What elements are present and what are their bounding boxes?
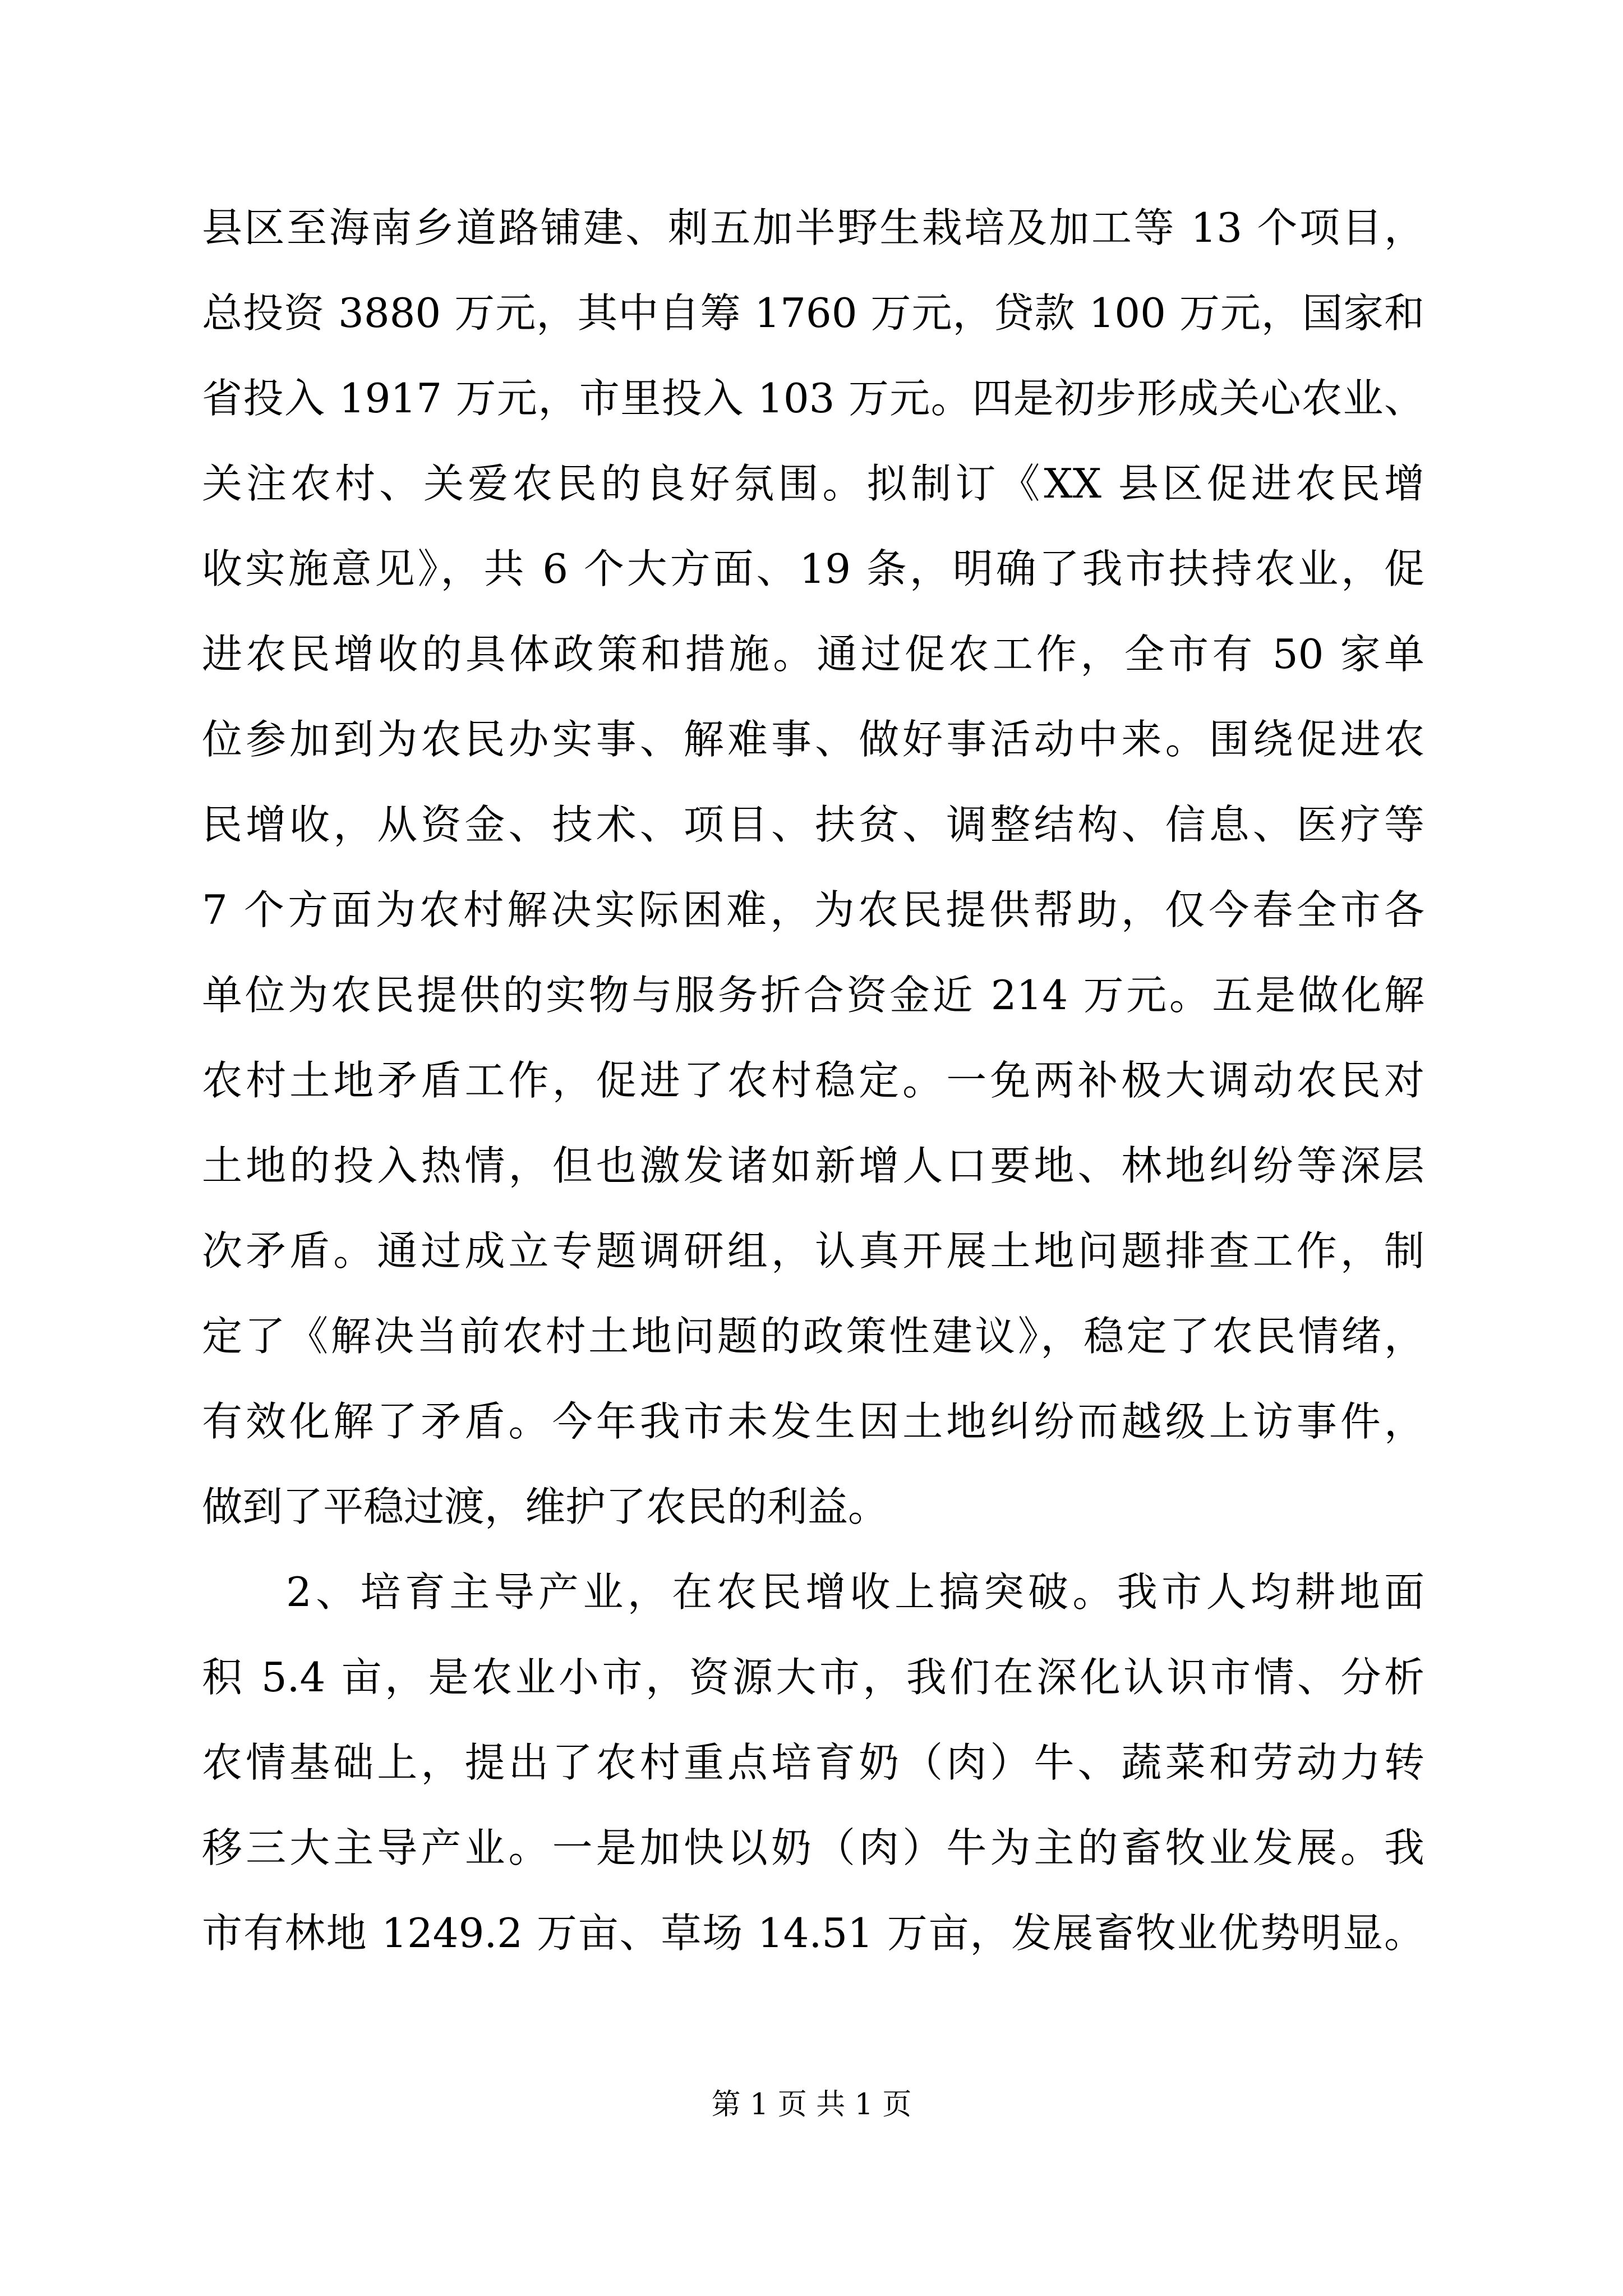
paragraph-line: 市有林地 1249.2 万亩、草场 14.51 万亩，发展畜牧业优势明显。 bbox=[202, 1910, 1424, 1957]
paragraph-line: 做到了平稳过渡，维护了农民的利益。 bbox=[202, 1483, 889, 1530]
paragraph-line: 农情基础上，提出了农村重点培育奶（肉）牛、蔬菜和劳动力转 bbox=[202, 1739, 1424, 1786]
paragraph-line: 进农民增收的具体政策和措施。通过促农工作，全市有 50 家单 bbox=[202, 631, 1424, 678]
paragraph-line: 单位为农民提供的实物与服务折合资金近 214 万元。五是做化解 bbox=[202, 972, 1424, 1019]
paragraph-line: 2、培育主导产业，在农民增收上搞突破。我市人均耕地面 bbox=[286, 1568, 1424, 1616]
paragraph-line: 7 个方面为农村解决实际困难，为农民提供帮助，仅今春全市各 bbox=[202, 886, 1424, 933]
paragraph-line: 土地的投入热情，但也激发诸如新增人口要地、林地纠纷等深层 bbox=[202, 1142, 1424, 1189]
paragraph-line: 农村土地矛盾工作，促进了农村稳定。一免两补极大调动农民对 bbox=[202, 1057, 1424, 1104]
paragraph-line: 位参加到为农民办实事、解难事、做好事活动中来。围绕促进农 bbox=[202, 716, 1424, 763]
paragraph-line: 省投入 1917 万元，市里投入 103 万元。四是初步形成关心农业、 bbox=[202, 375, 1424, 422]
paragraph-line: 移三大主导产业。一是加快以奶（肉）牛为主的畜牧业发展。我 bbox=[202, 1824, 1424, 1871]
paragraph-line: 积 5.4 亩，是农业小市，资源大市，我们在深化认识市情、分析 bbox=[202, 1654, 1424, 1701]
paragraph-line: 收实施意见》，共 6 个大方面、19 条，明确了我市扶持农业，促 bbox=[202, 545, 1424, 592]
paragraph-line: 定了《解决当前农村土地问题的政策性建议》，稳定了农民情绪， bbox=[202, 1313, 1424, 1360]
paragraph-line: 关注农村、关爱农民的良好氛围。拟制订《XX 县区促进农民增 bbox=[202, 460, 1424, 507]
paragraph-line: 有效化解了矛盾。今年我市未发生因土地纠纷而越级上访事件， bbox=[202, 1398, 1424, 1445]
page-footer: 第 1 页 共 1 页 bbox=[711, 2088, 912, 2122]
paragraph-line: 县区至海南乡道路铺建、刺五加半野生栽培及加工等 13 个项目， bbox=[202, 204, 1424, 251]
paragraph-line: 民增收，从资金、技术、项目、扶贫、调整结构、信息、医疗等 bbox=[202, 801, 1424, 848]
paragraph-line: 次矛盾。通过成立专题调研组，认真开展土地问题排查工作，制 bbox=[202, 1227, 1424, 1274]
paragraph-line: 总投资 3880 万元，其中自筹 1760 万元，贷款 100 万元，国家和 bbox=[202, 289, 1424, 337]
